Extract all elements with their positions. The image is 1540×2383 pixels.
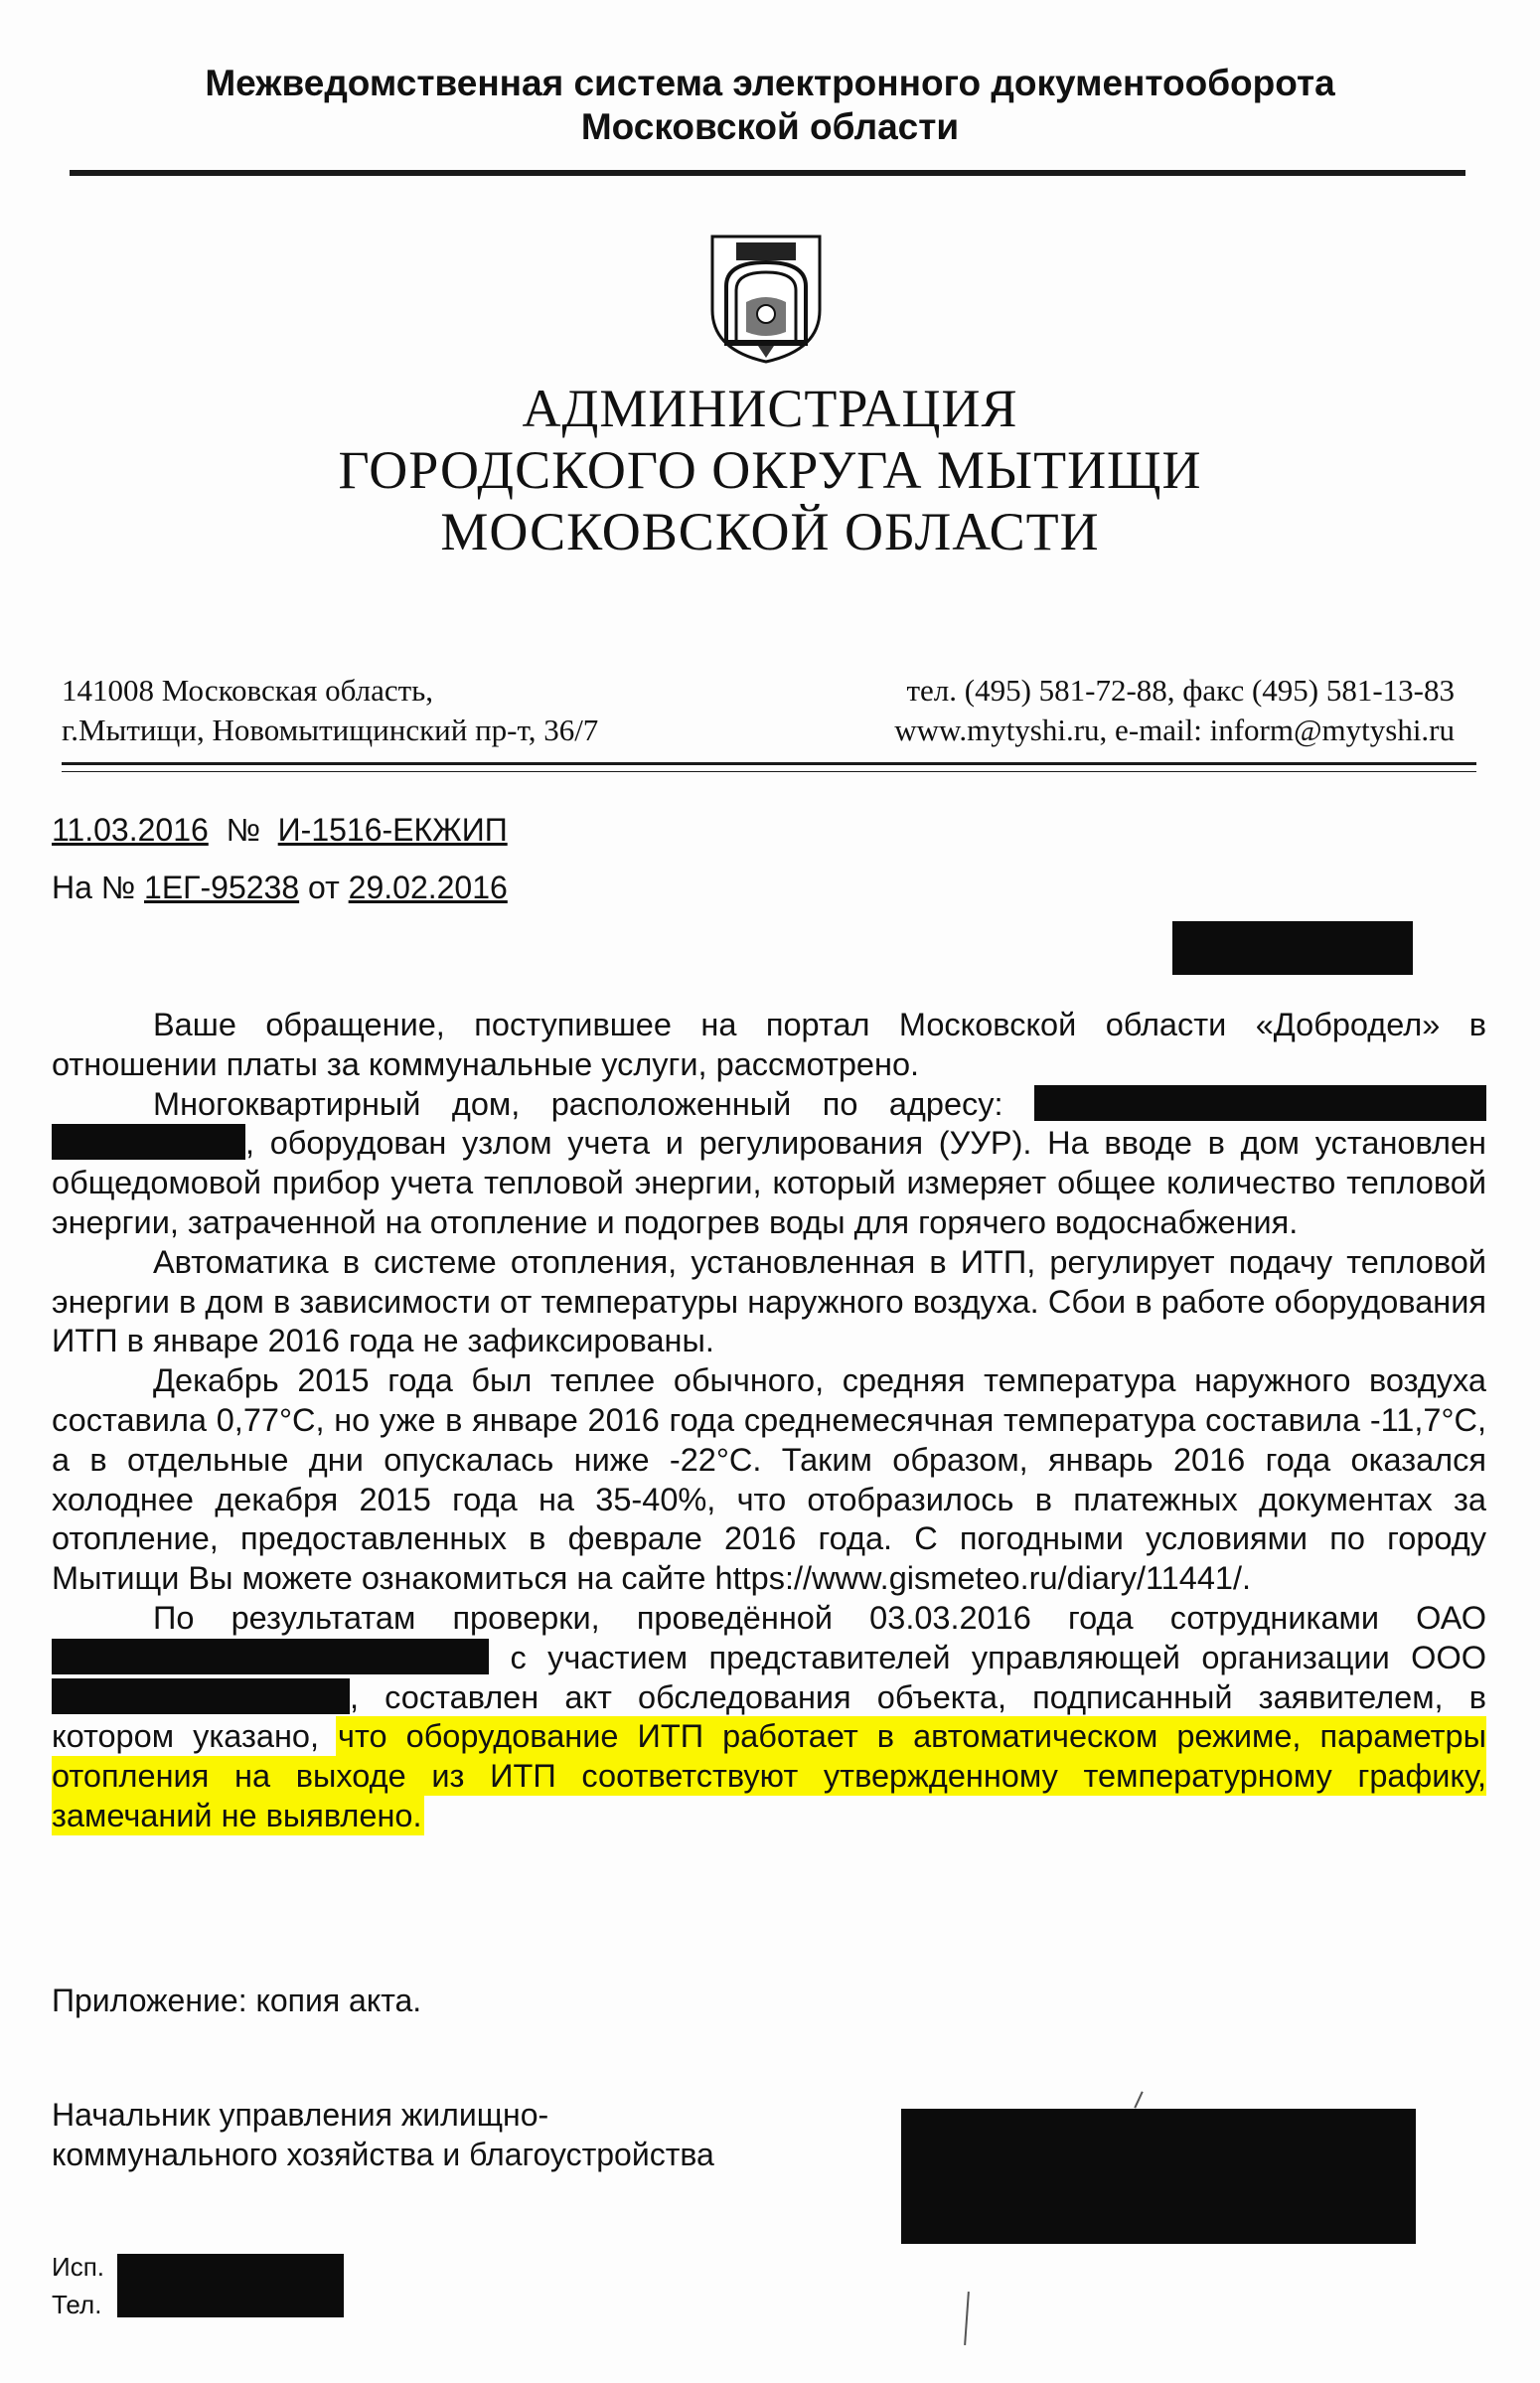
reply-from: от [308,870,340,905]
administration-line1: АДМИНИСТРАЦИЯ [522,379,1018,438]
paragraph-4: Декабрь 2015 года был теплее обычного, средняя температура наружного воздуха составила 0,77°С, но уже в январе 2016 года среднемесячная температура составила -11,7°С, а в отдельные дни опускалась ниже -22°С. Таким образом, январь 2016 года оказался холоднее декабря 2015 года на 35-40%, что отобразилось в платежных документах за отопление, предоставленных в феврале 2016 года. С погодными условиями по городу Мытищи Вы можете ознакомиться на сайте https://www.gismeteo.ru/diary/11441/. [52,1362,1486,1597]
outgoing-registration [52,810,508,850]
redacted-signature [901,2109,1416,2244]
executor-label: Исп. [52,2252,104,2282]
system-header [70,62,1470,149]
reply-date: 29.02.2016 [348,870,508,905]
executor-phone-label: Тел. [52,2290,102,2319]
outgoing-date: 11.03.2016 [52,812,209,848]
redacted-recipient [1172,921,1413,975]
signer-line2: коммунального хозяйства и благоустройства [52,2137,714,2172]
reply-reference [52,868,508,907]
reply-prefix: На № [52,870,136,905]
pen-stroke-bottom [964,2292,970,2345]
paragraph-5 [52,1599,1486,1836]
outgoing-number: И-1516-ЕКЖИП [277,812,508,848]
redacted-company-ooo [52,1678,350,1714]
administration-title [199,378,1341,562]
number-sign: № [226,812,260,848]
system-header-line1: Межведомственная система электронного документооборота [205,63,1335,103]
paragraph-2-end: , оборудован узлом учета и регулирования (УУР). На вводе в дом установлен общедомовой прибор учета тепловой энергии, который измеряет общее количество тепловой энергии, затраченной на отопление и подогрев воды для горячего водоснабжения. [52,1125,1486,1240]
pen-stroke-top [1134,2091,1143,2108]
paragraph-5-start: По результатам проверки, проведённой 03.03.2016 года сотрудниками ОАО [153,1599,1486,1636]
redacted-address-part2 [52,1124,245,1160]
letter-body [52,1006,1486,1836]
paragraph-2-start: Многоквартирный дом, расположенный по адресу: [153,1085,1003,1122]
redacted-address-part1 [1034,1085,1486,1121]
redacted-company-oao [52,1639,489,1674]
executor-info [52,2248,104,2323]
header-rule [70,170,1465,176]
redacted-executor [117,2254,344,2317]
reply-number: 1ЕГ-95238 [144,870,300,905]
address-rule-thick [62,762,1476,765]
attachment-note: Приложение: копия акта. [52,1983,422,2018]
contact-web-email: www.mytyshi.ru, e-mail: inform@mytyshi.ru [894,713,1455,747]
system-header-line2: Московской области [580,106,960,147]
contact-info [894,671,1455,750]
administration-line3: МОСКОВСКОЙ ОБЛАСТИ [440,502,1100,561]
postal-address-line1: 141008 Московская область, [62,673,434,708]
signer-position [52,2095,714,2174]
highlighted-conclusion: что оборудование ИТП работает в автоматическом режиме, параметры отопления на выходе из ИТП соответствуют утвержденному температурному графику, замечаний не выявлено. [52,1718,1486,1833]
paragraph-5-mid: с участием представителей управляющей организации ООО [510,1639,1487,1675]
coat-of-arms-icon [706,233,826,366]
paragraph-5-mid2: , составлен акт обследования объекта, подписанный заявителем, в котором указано, [52,1678,1486,1755]
administration-line2: ГОРОДСКОГО ОКРУГА МЫТИЩИ [338,440,1202,500]
postal-address-line2: г.Мытищи, Новомытищинский пр-т, 36/7 [62,713,599,747]
paragraph-3: Автоматика в системе отопления, установленная в ИТП, регулирует подачу тепловой энергии в дом в зависимости от температуры наружного воздуха. Сбои в работе оборудования ИТП в январе 2016 года не зафиксированы. [52,1243,1486,1359]
paragraph-2 [52,1085,1486,1243]
postal-address [62,671,598,750]
address-rule-thin [62,771,1476,772]
paragraph-1: Ваше обращение, поступившее на портал Московской области «Добродел» в отношении платы за коммунальные услуги, рассмотрено. [52,1007,1486,1082]
signer-line1: Начальник управления жилищно- [52,2097,549,2133]
contact-phone-fax: тел. (495) 581-72-88, факс (495) 581-13-83 [906,673,1455,708]
